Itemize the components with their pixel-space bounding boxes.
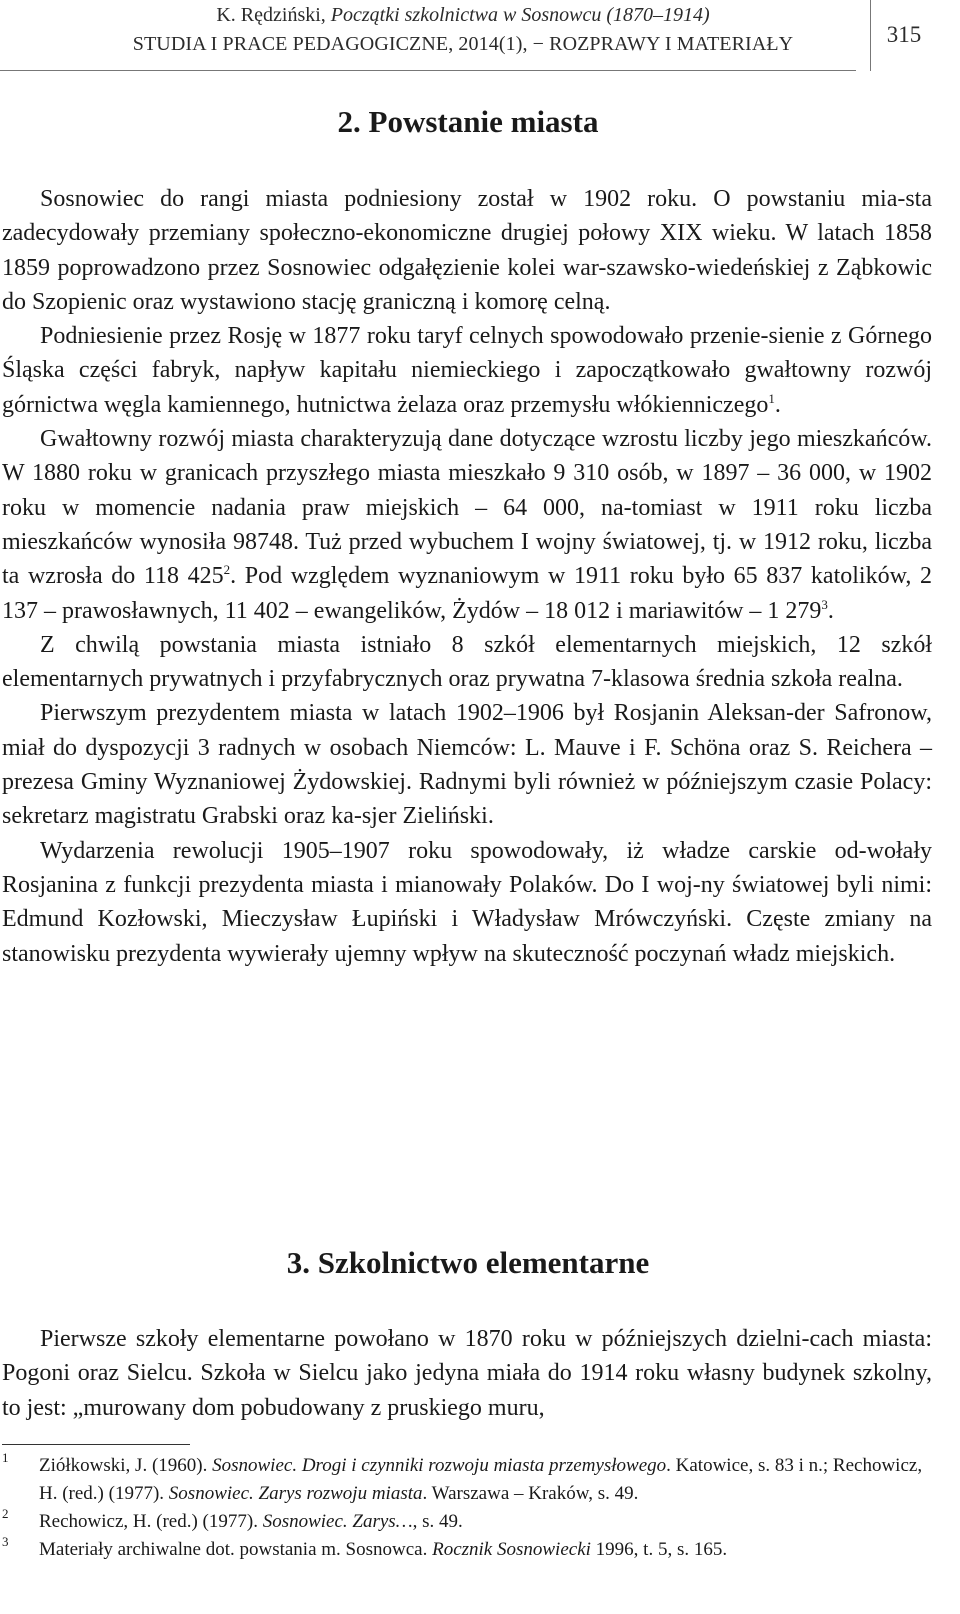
paragraph-text: . Pod względem wyznaniowym w 1911 roku było 65 837 katolików, 2 137 – prawosławnych, 11 402 – ewangelików, Żydów – 18 012 i mariawitów – 1 279 [2,563,932,624]
page-number: 315 [886,22,922,47]
footnote-ref[interactable]: 1 [768,390,775,406]
header-vertical-rule [870,0,871,71]
footnote-3 [2,1536,932,1564]
paragraph-text: Wydarzenia rewolucji 1905–1907 roku spowodowały, iż władze carskie od-wołały Rosjanina z funkcji prezydenta miasta i mianowały Polaków. Do I woj-ny światowej byli nimi: Edmund Kozłowski, Mieczysław Łupiński i Władysław Mrówczyński. Częste zmiany na stanowisku prezydenta wywierały ujemny wpływ na skuteczność poczynań władz miejskich. [2,837,932,967]
header-journal: STUDIA I PRACE PEDAGOGICZNE, 2014(1), − ROZPRAWY I MATERIAŁY [132,33,794,55]
footnote-2 [2,1508,932,1536]
footnote-ref[interactable]: 3 [821,596,828,612]
paragraph [2,696,932,833]
footnote-number: 2 [2,1506,9,1521]
section-heading-3: 3. Szkolnictwo elementarne [286,1245,650,1280]
paragraph [2,422,932,628]
section-heading-2: 2. Powstanie miasta [337,104,599,139]
running-header [0,0,960,76]
footnote-text: . Katowice, s. 83 i n.; Rechowicz, H. (red.) (1977). [39,1455,923,1504]
header-article-title: Początki szkolnictwa w Sosnowcu (1870–1914) [330,4,710,26]
paragraph [2,834,932,971]
paragraph [2,319,932,422]
paragraph-text: Gwałtowny rozwój miasta charakteryzują dane dotyczące wzrostu liczby jego mieszkańców. W 1880 roku w granicach przyszłego miasta mieszkało 9 310 osób, w 1897 – 36 000, w 1902 roku w momencie nadania praw miejskich – 64 000, na-tomiast w 1911 roku liczba mieszkańców wynosiła 98748. Tuż przed wybuchem I wojny światowej, tj. w 1912 roku, liczba ta wzrosła do 118 425 [2,426,932,590]
header-rule [0,70,856,71]
footnote-text: Materiały archiwalne dot. powstania m. Sosnowca. [39,1539,433,1560]
header-author: K. Rędziński, [216,4,331,26]
footnote-text: , s. 49. [412,1511,463,1532]
header-author-title [70,4,856,27]
footnote-title: Sosnowiec. Zarys… [262,1511,413,1532]
section-body-2 [2,182,932,971]
footnote-ref[interactable]: 2 [223,562,231,578]
paragraph [2,1322,932,1425]
footnote-rule [2,1444,190,1445]
footnote-text: Rechowicz, H. (red.) (1977). [39,1511,263,1532]
paragraph-text: . [774,391,781,418]
paragraph-text: Z chwilą powstania miasta istniało 8 szkół elementarnych miejskich, 12 szkół elementarnych prywatnych i przyfabrycznych oraz prywatna 7-klasowa średnia szkoła realna. [2,631,932,693]
footnote-title: Sosnowiec. Zarys rozwoju miasta [168,1483,423,1504]
paragraph-text: Pierwszym prezydentem miasta w latach 1902–1906 był Rosjanin Aleksan-der Safronow, miał do dyspozycji 3 radnych w osobach Niemców: L. Mauve i F. Schöna oraz S. Reichera – prezesa Gminy Wyznaniowej Żydowskiej. Radnymi byli również w późniejszym czasie Polacy: sekretarz magistratu Grabski oraz ka-sjer Zieliński. [2,700,932,830]
paragraph [2,182,932,319]
footnote-1 [2,1452,932,1508]
footnote-number: 3 [2,1534,9,1549]
section-body-3 [2,1322,932,1425]
paragraph-text: Pierwsze szkoły elementarne powołano w 1870 roku w późniejszych dzielni-cach miasta: Pogoni oraz Sielcu. Szkoła w Sielcu jako jedyna miała do 1914 roku własny budynek szkolny, to jest: „murowany dom pobudowany z pruskiego muru, [2,1326,932,1421]
footnote-text: . Warszawa – Kraków, s. 49. [422,1483,639,1504]
footnote-number: 1 [2,1450,9,1465]
paragraph [2,628,932,697]
paragraph-text: . [827,597,834,624]
footnote-title: Rocznik Sosnowiecki [432,1539,591,1560]
footnote-text: 1996, t. 5, s. 165. [590,1539,728,1560]
footnotes [2,1452,932,1564]
paragraph-text: Podniesienie przez Rosję w 1877 roku taryf celnych spowodowało przenie-sienie z Górnego Śląska części fabryk, napływ kapitału niemieckiego i zapoczątkowało gwałtowny rozwój górnictwa węgla kamiennego, hutnictwa żelaza oraz przemysłu włókienniczego [2,323,932,418]
footnote-text: Ziółkowski, J. (1960). [39,1455,213,1476]
footnote-title: Sosnowiec. Drogi i czynniki rozwoju miasta przemysłowego [212,1455,667,1476]
paragraph-text: Sosnowiec do rangi miasta podniesiony został w 1902 roku. O powstaniu mia-sta zadecydowały przemiany społeczno-ekonomiczne drugiej połowy XIX wieku. W latach 1858 1859 poprowadzono przez Sosnowiec odgałęzienie kolei war-szawsko-wiedeńskiej z Ząbkowic do Szopienic oraz wystawiono stację graniczną i komorę celną. [2,186,932,315]
